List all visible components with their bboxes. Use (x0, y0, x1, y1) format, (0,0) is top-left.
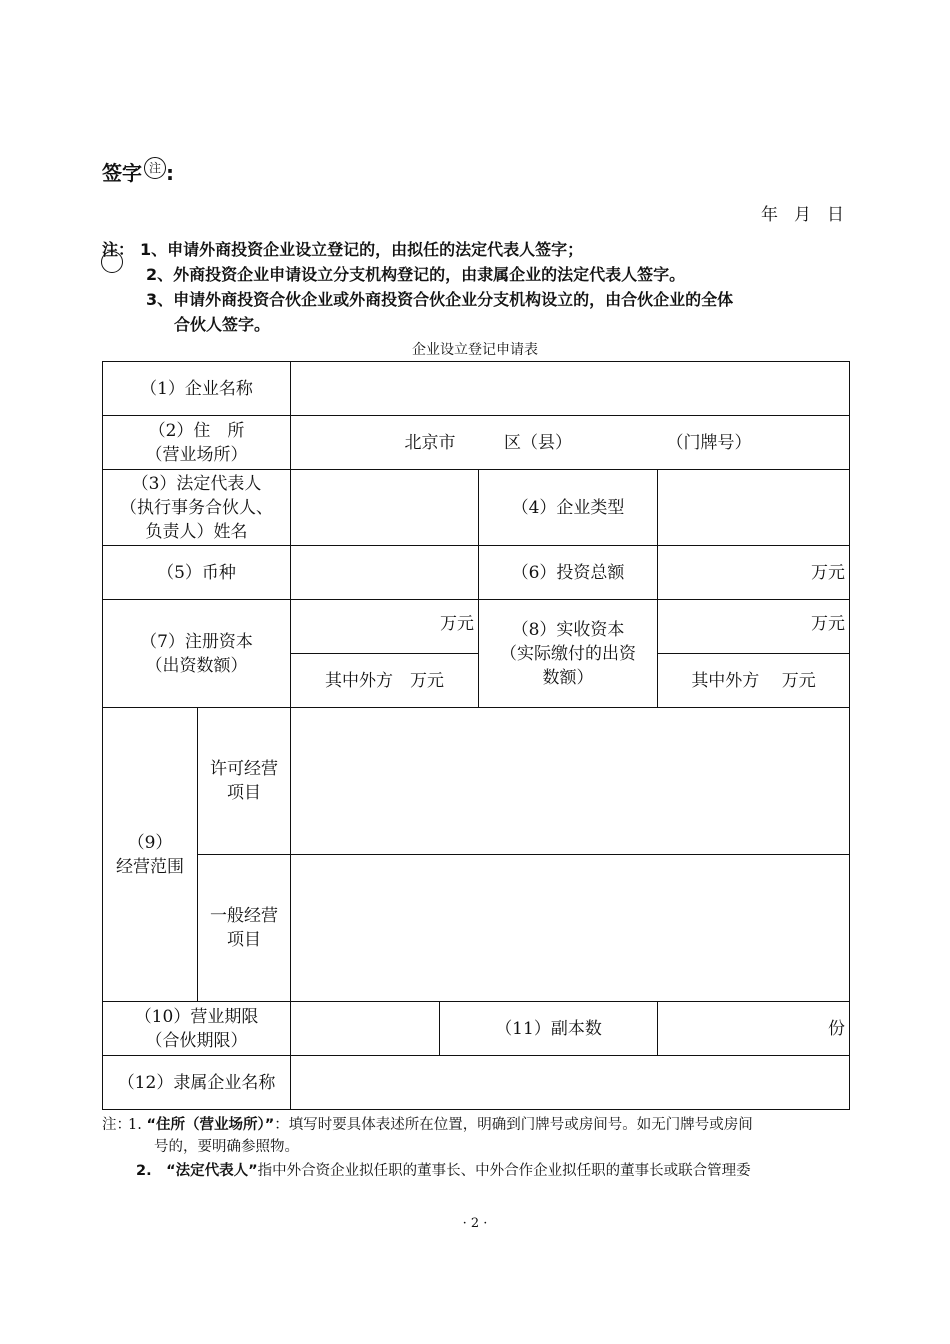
row-parent-company (103, 1056, 850, 1110)
business-term-field[interactable] (291, 1002, 440, 1056)
paid-capital-label (479, 600, 658, 708)
notes-circle-mark (101, 251, 123, 273)
paid-capital-field[interactable]: 万元 (658, 600, 850, 654)
registered-capital-label-line1: （7）注册资本 (140, 631, 253, 652)
permit-items-label-line2: 项目 (227, 783, 261, 803)
representative-label-line1: （3）法定代表人 (131, 473, 262, 494)
copies-field[interactable]: 份 (658, 1002, 850, 1056)
company-name-field[interactable] (291, 362, 850, 416)
date-day: 日 (827, 205, 846, 225)
row-capital-top (103, 600, 850, 654)
currency-field[interactable] (291, 546, 479, 600)
representative-label (103, 470, 291, 546)
notes-label: 注： (102, 240, 135, 259)
registered-capital-field[interactable]: 万元 (291, 600, 479, 654)
footnote-1-title: “住所（营业场所）” (146, 1117, 275, 1133)
permit-items-field[interactable] (291, 708, 850, 855)
business-scope-label-line1: （9） (127, 832, 173, 853)
representative-field[interactable] (291, 470, 479, 546)
paid-capital-foreign-field[interactable]: 其中外方 万元 (658, 654, 850, 708)
general-items-field[interactable] (291, 855, 850, 1002)
business-scope-label-line2: 经营范围 (116, 856, 184, 877)
representative-label-line3: 负责人）姓名 (145, 521, 248, 542)
registered-capital-label (103, 600, 291, 708)
copies-label: （11）副本数 (440, 1002, 658, 1056)
total-investment-label: （6）投资总额 (479, 546, 658, 600)
row-term (103, 1002, 850, 1056)
company-type-field[interactable] (658, 470, 850, 546)
address-label-line1: （2）住 所 (148, 420, 245, 441)
row-address (103, 416, 850, 470)
note-item-2: 2、外商投资企业申请设立分支机构登记的，由隶属企业的法定代表人签字。 (146, 265, 686, 284)
total-investment-field[interactable]: 万元 (658, 546, 850, 600)
row-currency (103, 546, 850, 600)
address-label (103, 416, 291, 470)
footnote-label: 注： (102, 1117, 131, 1133)
footnote-1 (128, 1114, 753, 1136)
general-items-label (198, 855, 291, 1002)
general-items-label-line1: 一般经营 (210, 906, 278, 926)
row-representative (103, 470, 850, 546)
footnote-2-number: 2. (136, 1163, 152, 1179)
signature-line (102, 157, 174, 186)
business-scope-label (103, 708, 198, 1002)
date-year: 年 (761, 205, 780, 225)
note-item-3-cont: 合伙人签字。 (174, 315, 271, 334)
business-term-label-line1: （10）营业期限 (134, 1006, 259, 1027)
registered-capital-label-line2: （出资数额） (145, 655, 248, 676)
note-item-1: 1、申请外商投资企业设立登记的，由拟任的法定代表人签字； (140, 240, 584, 259)
footnote-1-continued: 号的，要明确参照物。 (154, 1139, 299, 1155)
parent-company-field[interactable] (291, 1056, 850, 1110)
company-name-label: （1）企业名称 (103, 362, 291, 416)
footnote-1-number: 1. (128, 1117, 142, 1133)
footnote-2 (136, 1160, 751, 1182)
paid-capital-label-line1: （8）实收资本 (511, 619, 625, 640)
general-items-label-line2: 项目 (227, 930, 261, 950)
business-term-label (103, 1002, 291, 1056)
row-company-name (103, 362, 850, 416)
address-city: 北京市 (404, 432, 456, 453)
signature-colon: : (166, 161, 174, 185)
row-scope-general (103, 855, 850, 1002)
date-month: 月 (794, 205, 813, 225)
registration-form-table (102, 361, 850, 1110)
address-district: 区（县） (504, 432, 573, 453)
currency-label: （5）币种 (103, 546, 291, 600)
paid-capital-label-line2: （实际缴付的出资 (500, 643, 637, 664)
parent-company-label: （12）隶属企业名称 (103, 1056, 291, 1110)
address-door-number: （门牌号） (666, 432, 752, 453)
registered-capital-foreign-field[interactable]: 其中外方 万元 (291, 654, 479, 708)
note-mark-circle: 注 (144, 157, 166, 179)
date-line (747, 200, 846, 225)
footnote-1-text: ：填写时要具体表述所在位置，明确到门牌号或房间号。如无门牌号或房间 (274, 1117, 753, 1133)
signature-label: 签字 (102, 161, 142, 185)
address-field[interactable] (291, 416, 850, 470)
permit-items-label (198, 708, 291, 855)
footnote-2-title: “法定代表人” (166, 1163, 258, 1179)
company-type-label: （4）企业类型 (479, 470, 658, 546)
note-item-3: 3、申请外商投资合伙企业或外商投资合伙企业分支机构设立的，由合伙企业的全体 (146, 290, 734, 309)
business-term-label-line2: （合伙期限） (145, 1030, 248, 1051)
paid-capital-label-line3: 数额） (542, 667, 594, 688)
page-number: · 2 · (462, 1216, 488, 1231)
footnote-2-text: 指中外合资企业拟任职的董事长、中外合作企业拟任职的董事长或联合管理委 (257, 1163, 751, 1179)
representative-label-line2: （执行事务合伙人、 (120, 497, 273, 518)
permit-items-label-line1: 许可经营 (210, 759, 278, 779)
table-caption: 企业设立登记申请表 (412, 342, 538, 358)
row-scope-permit (103, 708, 850, 855)
address-label-line2: （营业场所） (145, 444, 248, 465)
